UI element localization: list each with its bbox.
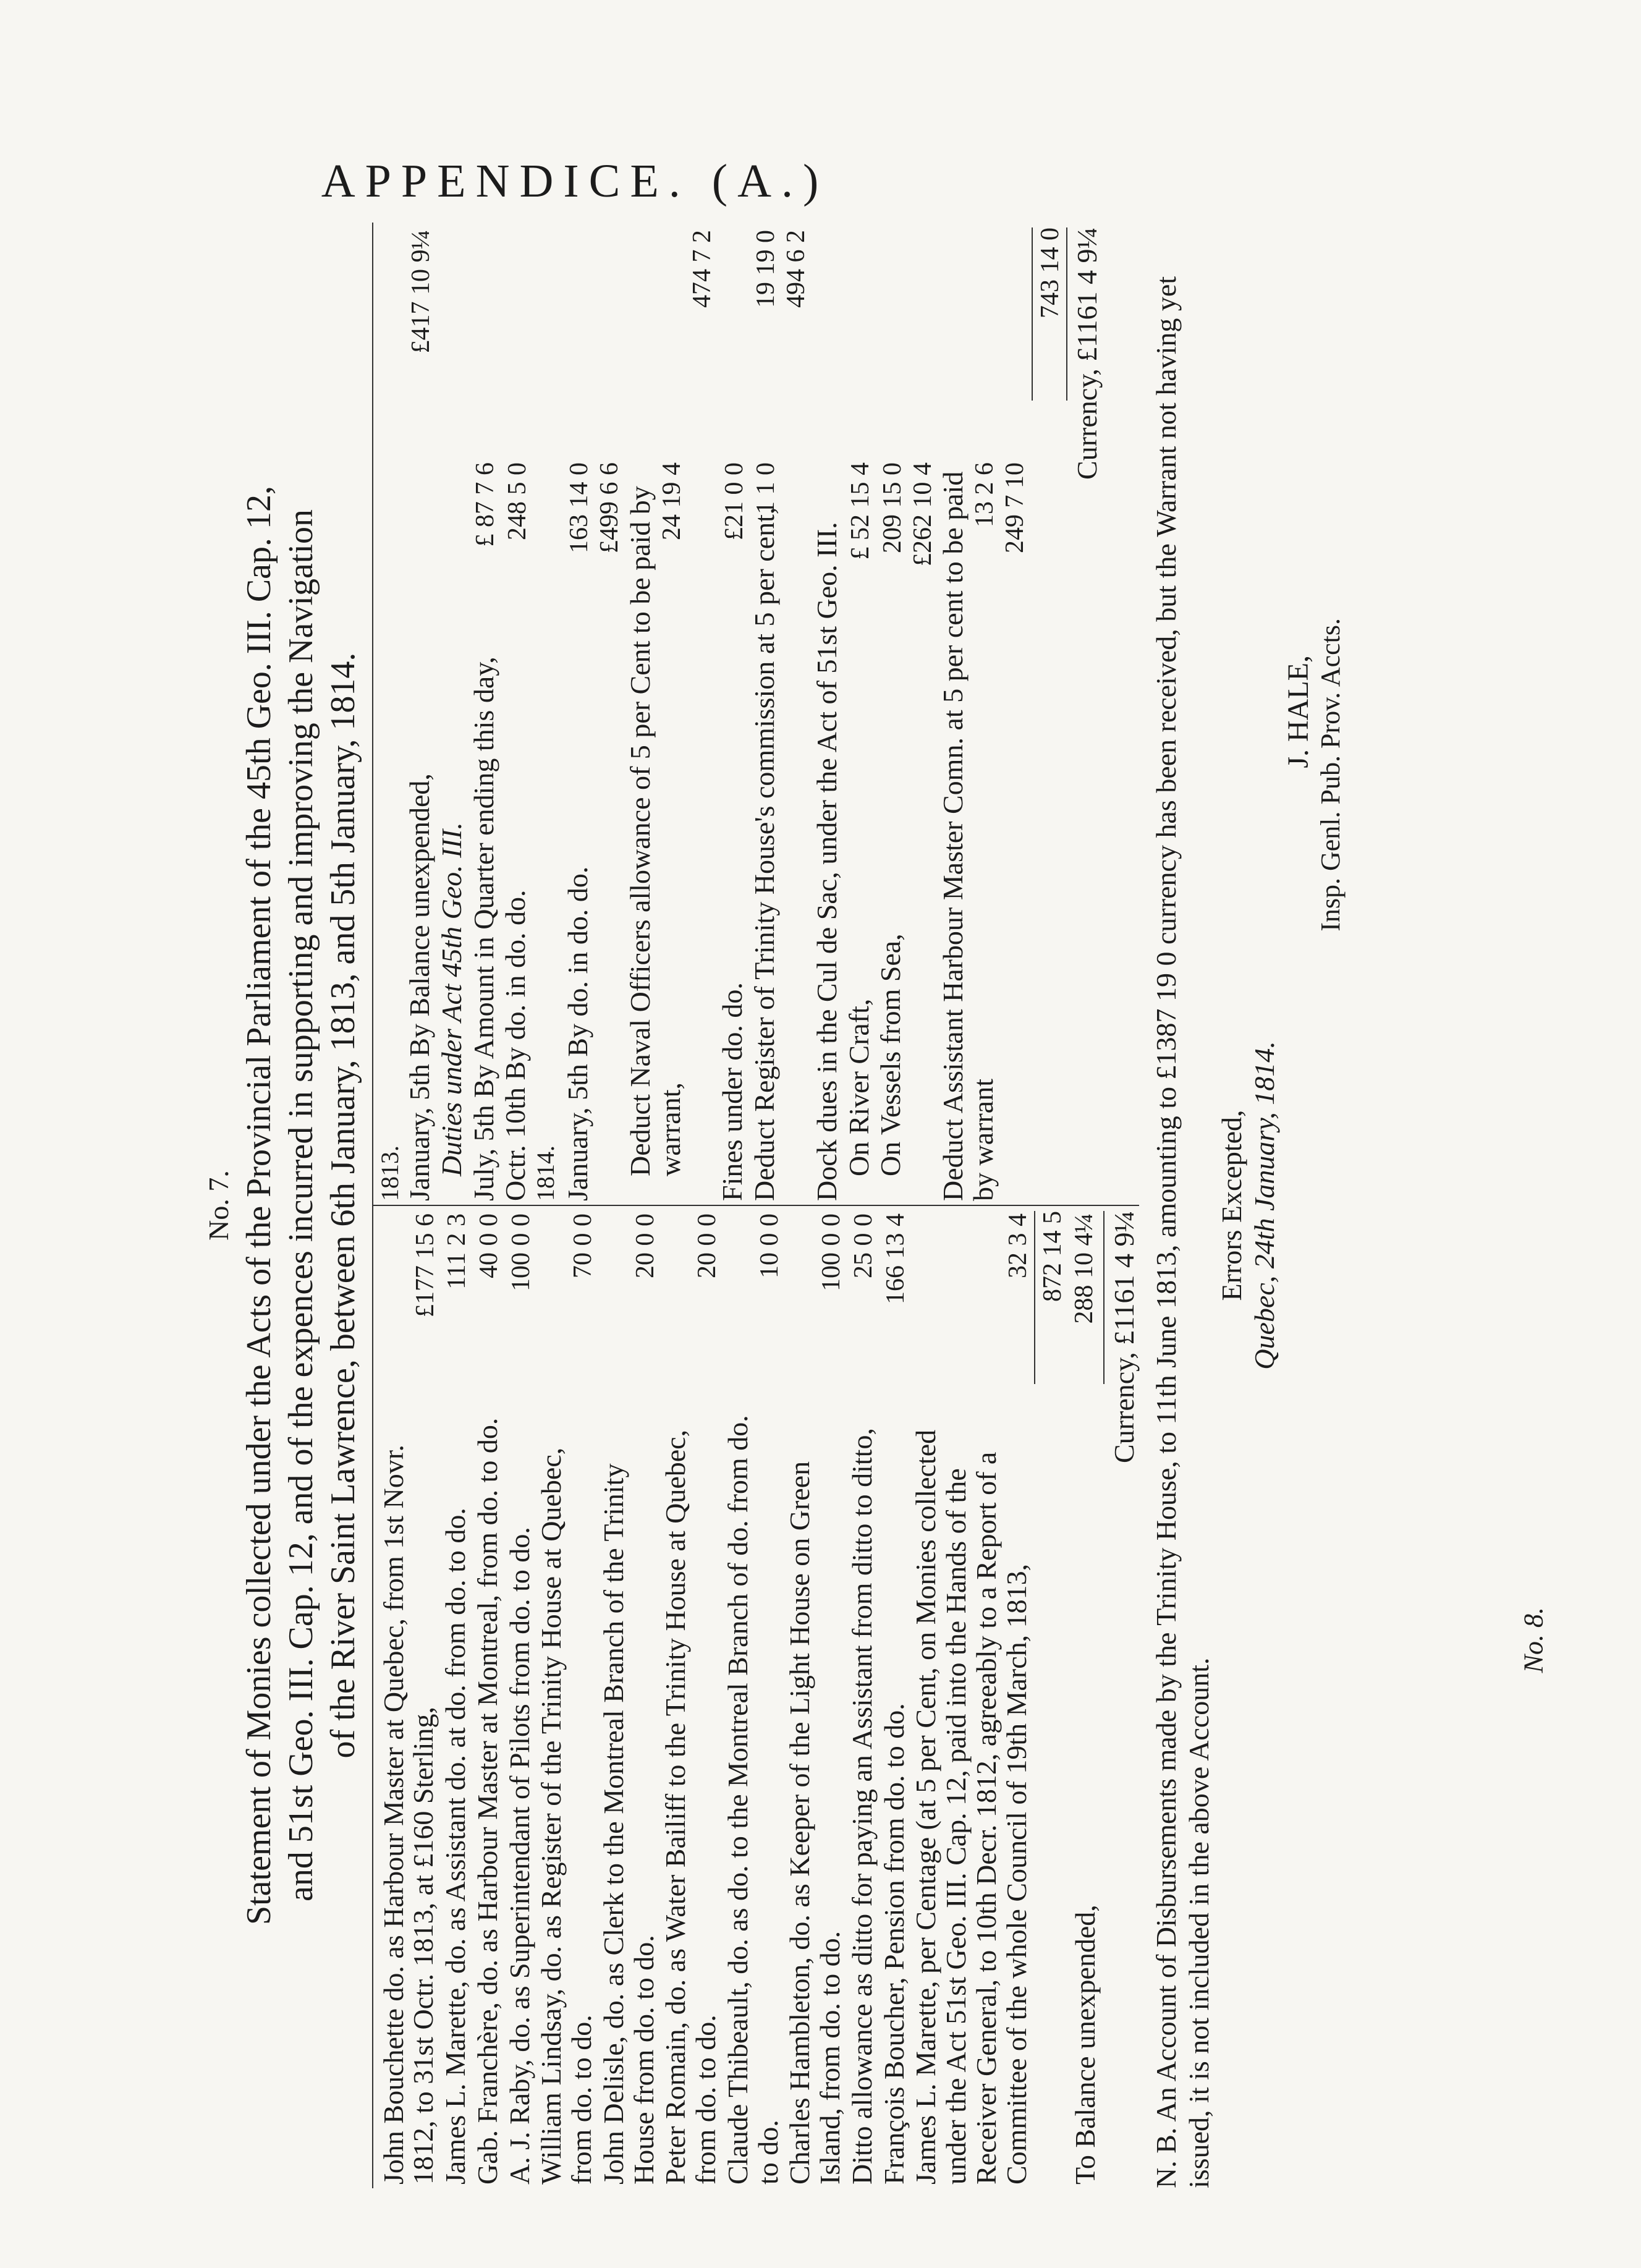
entry-text: William Lindsay, do. as Register of the Trinity House at Quebec, from do. to do.: [535, 1447, 598, 2185]
receipt-row: [687, 227, 716, 1201]
expenditure-entry: [785, 1211, 846, 2185]
entry-text: Ditto allowance as ditto for paying an Assistant from ditto to ditto,: [846, 1428, 878, 2185]
statement-number: No. 7.: [203, 1170, 234, 1241]
expenditure-total: 872 14 5: [1038, 1211, 1067, 1302]
receipt-row: [469, 227, 499, 1201]
receipt-text: Fines under do. do.: [716, 982, 748, 1201]
sum-rule: [1066, 227, 1067, 401]
receipt-date: January, 5th: [404, 1064, 436, 1201]
receipt-subamount: £ 87 7 6: [470, 462, 499, 547]
title-line: of the River Saint Lawrence, between 6th January, 1813, and 5th January, 1814.: [324, 652, 363, 1759]
expenditure-entry: [599, 1211, 659, 2185]
entry-amount: £177 15 6: [410, 1213, 439, 1317]
receipt-text: Duties under Act 45th Geo. III.: [435, 822, 467, 1176]
receipt-subamount: 209 15 0: [878, 462, 907, 553]
entry-text: John Delisle, do. as Clerk to the Montreal Branch of the Trinity House from do. to do.: [597, 1463, 659, 2185]
receipt-subamount: £499 6 6: [595, 462, 624, 553]
expenditure-entry: [441, 1211, 471, 2185]
receipt-row: [876, 227, 906, 1201]
rotated-statement: [204, 223, 1440, 2188]
sum-rule: [1034, 1211, 1035, 1384]
entry-text: François Boucher, Pension from do. to do.: [878, 1703, 910, 2185]
entry-amount: 40 0 0: [475, 1213, 504, 1278]
title-line: and 51st Geo. III. Cap. 12, and of the expences incurred in supporting and improving the Navigation: [282, 509, 321, 1901]
entry-text: James L. Marette, do. as Assistant do. at do. from do. to do.: [439, 1508, 472, 2185]
entry-text: A. J. Raby, do. as Superintendant of Pilots from do. to do.: [503, 1527, 535, 2185]
entry-amount: 111 2 3: [443, 1213, 472, 1289]
entry-amount: 100 0 0: [506, 1213, 535, 1291]
expenditure-entry: [661, 1211, 721, 2185]
currency-amount: £1161 4 9¼: [1108, 1211, 1140, 1345]
statement-footer: [1150, 223, 1346, 2188]
expenditure-entry: [880, 1211, 910, 2185]
page-number: No. 8.: [1518, 1607, 1548, 1673]
receipt-row: [533, 227, 561, 1201]
receipt-subamount: £ 52 15 4: [846, 462, 875, 560]
balance-amount: 288 10 4¼: [1069, 1213, 1098, 1324]
title-line: Statement of Monies collected under the Acts of the Provincial Parliament of the 45th Geo. III. Cap. 12,: [239, 485, 278, 1926]
expenditure-entry: [847, 1211, 878, 2185]
receipt-subamount: £21 0 0: [719, 462, 748, 540]
receipt-row: [938, 227, 999, 1201]
expenditure-entry: [723, 1211, 784, 2185]
account-table: [372, 223, 1140, 2188]
expenditure-entry: [505, 1211, 535, 2185]
receipt-row: [437, 227, 467, 1201]
receipt-subamount: 13 2 6: [970, 462, 999, 527]
receipt-row: [782, 227, 810, 1201]
receipt-subamount: 1 1 0: [752, 462, 781, 514]
expenditure-entry: [473, 1211, 503, 2185]
receipt-amount: 474 7 2: [687, 230, 716, 308]
balance-label: To Balance unexpended,: [1069, 1905, 1101, 2185]
receipts-subtotal: 743 14 0: [1035, 227, 1064, 318]
entry-amount: 20 0 0: [693, 1213, 722, 1278]
receipt-amount: £417 10 9¼: [407, 230, 436, 354]
receipt-subamount: 248 5 0: [502, 462, 532, 540]
receipt-text: Deduct Naval Officers allowance of 5 per Cent to be paid by warrant,: [624, 486, 686, 1176]
entry-amount: 20 0 0: [630, 1213, 659, 1278]
receipt-text: Deduct Assistant Harbour Master Comn. at 5 per cent to be paid by warrant: [937, 471, 999, 1201]
entry-text: Gab. Franchère, do. as Harbour Master at Montreal, from do. to do.: [471, 1417, 503, 2185]
signatory-name: J. HALE,: [1282, 655, 1315, 768]
expenditure-entry: [911, 1211, 1032, 2185]
receipt-date: January, 5th: [562, 1064, 594, 1201]
receipt-text: Deduct Register of Trinity House's commission at 5 per cent,: [748, 507, 781, 1201]
left-currency-total: [1109, 1211, 1140, 2185]
receipt-row: [812, 227, 842, 1201]
entry-text: John Bouchette do. as Harbour Master at Quebec, from 1st Novr. 1812, to 31st Octr. 1813, at £160 Sterling,: [377, 1445, 439, 2185]
sum-rule: [1032, 227, 1033, 401]
receipt-row: [625, 227, 686, 1201]
nota-bene: N. B. An Account of Disbursements made by the Trinity House, to 11th June 1813, amounting to £1387 19 0 currency has been received, but the Warrant not having yet issued, it is not included in the above Account.: [1150, 276, 1215, 2188]
statement-title: [238, 247, 365, 2164]
entry-text: James L. Marette, per Centage (at 5 per Cent, on Monies collected under the Act 51st Geo. III. Cap. 12, paid into the Hands of the Receiver General, to 10th Decr. 1812, agreeably to a Report of a Committee of the whole Council of 19th March, 1813,: [910, 1429, 1032, 2185]
currency-label: Currency,: [1108, 1352, 1140, 1463]
entry-amount: 100 0 0: [817, 1213, 846, 1291]
expenditure-entry: [536, 1211, 597, 2185]
expenditure-entry: [379, 1211, 439, 2185]
entry-amount: 166 13 4: [881, 1213, 910, 1304]
signatory-title: Insp. Genl. Pub. Prov. Accts.: [1315, 618, 1346, 932]
receipt-subamount: £262 10 4: [908, 462, 937, 566]
currency-label: Currency,: [1071, 368, 1103, 480]
receipt-row: [501, 227, 531, 1201]
receipt-row: [750, 227, 780, 1201]
place-date: Quebec, 24th January, 1814.: [1249, 1041, 1281, 1370]
appendix-heading: APPENDICE. (A.): [321, 155, 829, 207]
receipt-text: On River Craft,: [842, 998, 875, 1176]
receipt-row: [563, 227, 593, 1201]
entry-amount: 25 0 0: [849, 1213, 878, 1278]
receipts-column: [373, 223, 1140, 1205]
receipt-date: Octr. 10th: [499, 1087, 532, 1201]
receipt-text: By Balance unexpended,: [404, 773, 436, 1057]
entry-amount: 10 0 0: [755, 1213, 784, 1278]
receipt-subamount: 163 14 0: [565, 462, 594, 553]
errors-excepted: Errors Excepted,: [1216, 1110, 1248, 1301]
receipt-row: [718, 227, 748, 1201]
expenditure-column: [373, 1205, 1140, 2188]
receipt-text: On Vessels from Sea,: [875, 933, 907, 1176]
balance-row: [1071, 1211, 1101, 2185]
receipt-subamount: 24 19 4: [657, 462, 686, 540]
sum-rule: [1103, 1211, 1105, 1384]
entry-amount: 70 0 0: [569, 1213, 598, 1278]
year-label: 1813.: [375, 1145, 404, 1201]
receipt-row: [1001, 227, 1029, 1201]
entry-text: Claude Thibeault, do. as do. to the Montreal Branch of do. from do. to do.: [721, 1415, 784, 2185]
entry-text: Charles Hambleton, do. as Keeper of the Light House on Green Island, from do. to do.: [784, 1461, 846, 2185]
right-currency-total: [1072, 227, 1103, 1201]
entry-text: Peter Romain, do. as Water Bailiff to the Trinity House at Quebec, from do. to do.: [659, 1429, 722, 2185]
receipt-row: [405, 227, 435, 1201]
receipt-amount: 494 6 2: [782, 230, 811, 308]
currency-amount: £1161 4 9¼: [1071, 227, 1103, 362]
receipt-text: 1814.: [532, 1145, 560, 1201]
receipt-text: By Amount in Quarter ending this day,: [467, 656, 499, 1098]
receipt-text: Dock dues in the Cul de Sac, under the Act of 51st Geo. III.: [810, 522, 842, 1201]
receipt-text: By do. in do. do.: [499, 890, 532, 1081]
entry-amount: 32 3 4: [1003, 1213, 1032, 1278]
receipt-row: [595, 227, 624, 1201]
receipt-row: [908, 227, 936, 1201]
receipt-amount: 19 19 0: [752, 230, 781, 308]
receipt-row: [844, 227, 875, 1201]
receipt-date: July, 5th: [467, 1105, 499, 1201]
receipt-text: By do. in do. do.: [562, 866, 594, 1057]
receipt-subamount: 249 7 10: [1001, 462, 1030, 553]
